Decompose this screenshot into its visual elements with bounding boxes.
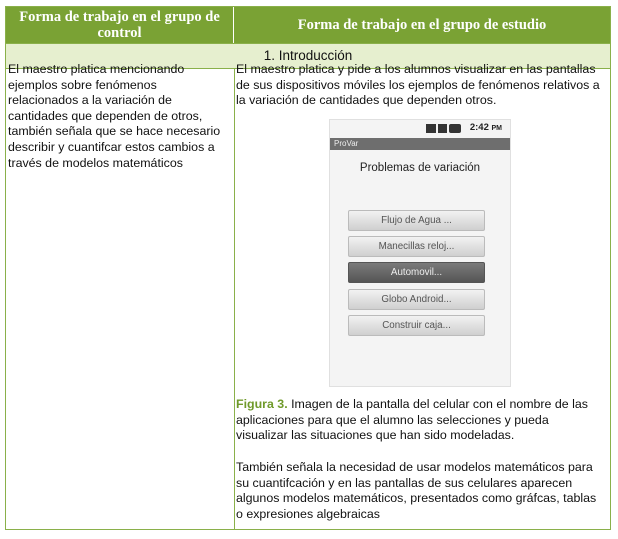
- app-button-construir-caja[interactable]: Construir caja...: [348, 315, 485, 336]
- battery-icon: [449, 124, 461, 133]
- app-name: ProVar: [334, 139, 359, 148]
- figure-label: Figura 3.: [236, 397, 288, 411]
- signal-icon: [438, 124, 447, 133]
- figure-caption-text: Imagen de la pantalla del celular con el nombre de las aplicaciones para que el alumno las selecciones y pueda visualizar las situaciones que han sido modeladas.: [236, 397, 588, 443]
- figure-caption: [236, 397, 602, 444]
- app-title-bar: [330, 138, 510, 150]
- column-divider: [234, 69, 235, 529]
- study-group-intro: El maestro platica y pide a los alumnos visualizar en las pantallas de sus dispositivos móviles los ejemplos de fenómenos relativos a la variación de cantidades que dependen otros.: [236, 62, 600, 108]
- app-button-globo-android[interactable]: Globo Android...: [348, 289, 485, 310]
- app-button-manecillas-reloj[interactable]: Manecillas reloj...: [348, 236, 485, 257]
- study-group-header: Forma de trabajo en el grupo de estudio: [234, 7, 610, 43]
- study-group-closing: También señala la necesidad de usar modelos matemáticos para su cuantifcación y en las pantallas de sus celulares aparecen algunos modelos matemáticos, presentados como gráfcas, tablas o expresiones algebraicas: [236, 460, 597, 521]
- phone-screenshot: [329, 119, 511, 387]
- control-group-text: El maestro platica mencionando ejemplos sobre fenómenos relacionados a la variación de cantidades que dependen de otros, también señala que se hace necesario describir y cuantifcar estos cambios a través de modelos matemáticos: [8, 62, 221, 170]
- app-screen-title: Problemas de variación: [359, 162, 481, 174]
- sim-icon: [426, 124, 436, 133]
- phone-clock: 2:42 PM: [469, 122, 502, 133]
- app-button-automovil[interactable]: Automovil...: [348, 262, 485, 283]
- phone-status-bar: [330, 120, 510, 138]
- control-group-header: Forma de trabajo en el grupo de control: [6, 7, 234, 43]
- control-group-cell: [8, 62, 222, 171]
- section-title: 1. Introducción: [6, 43, 610, 69]
- app-button-flujo-agua[interactable]: Flujo de Agua ...: [348, 210, 485, 231]
- study-group-cell: [236, 62, 600, 109]
